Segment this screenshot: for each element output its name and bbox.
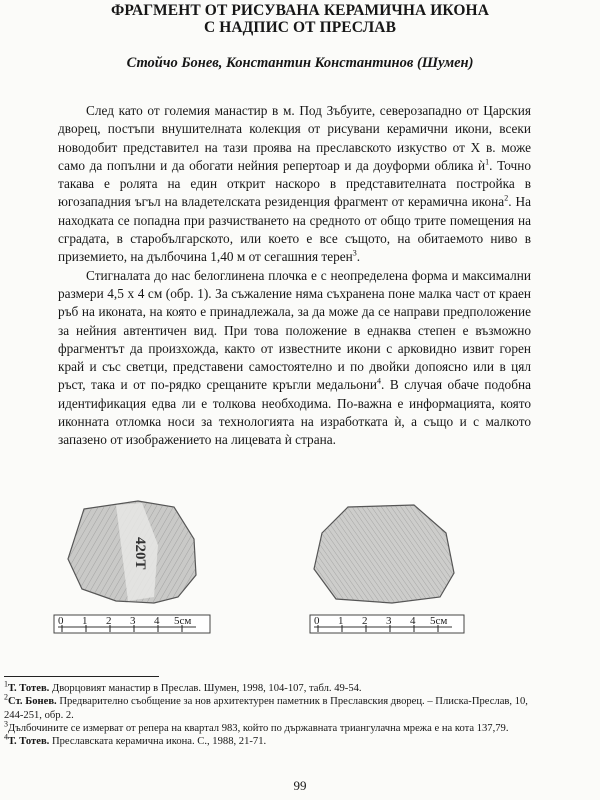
footnote-ref: 3 [352,248,357,258]
footnotes [4,679,536,748]
figure-fragment-back [296,497,474,647]
text-run: . Точно такава е ролята на един открит наскоро в представителната постройка в югозападния ъгъл на владетелската резиденция фрагмент от керамична икона [58,157,531,210]
paragraph-2 [58,267,531,450]
fragment-photo-2 [296,497,474,647]
article-title [0,2,600,36]
title-line-2: С НАДПИС ОТ ПРЕСЛАВ [203,19,397,36]
scale-label: 4 [154,615,160,627]
footnote-divider [4,676,159,677]
footnote-text: Дворцовият манастир в Преслав. Шумен, 1998, 104-107, табл. 49-54. [49,683,362,694]
article-body [58,102,531,450]
text-run: След като от големия манастир в м. Под Зъбуите, северозападно от Царския дворец, постъпи внушителната колекция от рисувани керамични икони, всеки новодобит представител на тази проява на преславското изкуство от X в. може само да попълни и да обогати нейния репертоар и да доуформи облика ѝ [58,103,531,173]
scale-label: 0 [314,615,320,627]
scale-label: 2 [362,615,368,627]
scale-label: 3 [130,615,136,627]
title-line-1: ФРАГМЕНТ ОТ РИСУВАНА КЕРАМИЧНА ИКОНА [111,2,489,19]
scale-label: 1 [338,615,344,627]
scale-label: 4 [410,615,416,627]
footnote-text: Дълбочините се измерват от репера на квартал 983, който по държавната триангулачна мрежа е на кота 137,79. [8,722,509,734]
footnote-number: 1 [4,679,8,689]
footnote-4 [4,732,536,748]
footnote-ref: 4 [377,377,382,387]
text-run: . В случая обаче подобна идентификация едва ли е толкова необходима. По-важна е информацията, която иконната отломка носи за технологията на изработката ѝ, а също и с малкото запазено от изображението на лицевата ѝ страна. [58,377,531,448]
scale-label: 5см [430,615,448,627]
footnote-ref: 1 [485,157,490,167]
figure-fragment-front [46,497,218,647]
footnote-3 [4,719,536,735]
footnote-text: Преславската керамична икона. С., 1988, 21-71. [49,736,267,748]
footnote-author: Т. Тотев. [8,683,50,694]
scale-label: 2 [106,615,112,627]
footnote-number: 2 [4,692,8,702]
scale-label: 5см [174,615,192,627]
paragraph-1 [58,102,531,267]
text-run: . [356,249,361,265]
footnote-author: Т. Тотев. [8,736,50,748]
footnote-text: Предварително съобщение за нов архитектурен паметник в Преславския дворец. – Плиска-Преслав, 10, 244-251, обр. 2. [4,696,528,721]
fragment-photo-1 [46,497,218,647]
author-line: Стойчо Бонев, Константин Константинов (Шумен) [126,55,474,71]
scale-label: 1 [82,615,88,627]
text-run: . На находката се попадна при разчистването на средното от общо трите помещения на сградата, в старобългарското, или което е все същото, на обитаемото ниво в приземието, на дълбочина 1,40 м от сегашния терен [58,194,531,265]
footnote-author: Ст. Бонев. [8,696,57,708]
text-run: Стигналата до нас белоглинена плочка е с неопределена форма и максимални размери 4,5 x 4 см (обр. 1). За съжаление няма съхранена поне малка част от краен ръб на иконата, на която е принадлежала, за да може да се направи предположение за нейния автентичен вид. При това положение в еднаква степен е възможно фрагментът да произхожда, както от известните икони с арковидно извит горен край и със светци, представени самостоятелно и по двойки допоясно или в цял ръст, така и от по-рядко срещаните кръгли медальони [58,267,531,393]
fragment-inscription: 420Т [132,537,148,570]
scale-label: 0 [58,615,64,627]
page-number: 99 [293,778,307,793]
footnote-1 [4,679,536,695]
footnote-2 [4,692,536,722]
footnote-number: 3 [4,719,8,729]
footnote-ref: 2 [504,194,509,204]
footnote-number: 4 [4,732,8,742]
scale-label: 3 [386,615,392,627]
